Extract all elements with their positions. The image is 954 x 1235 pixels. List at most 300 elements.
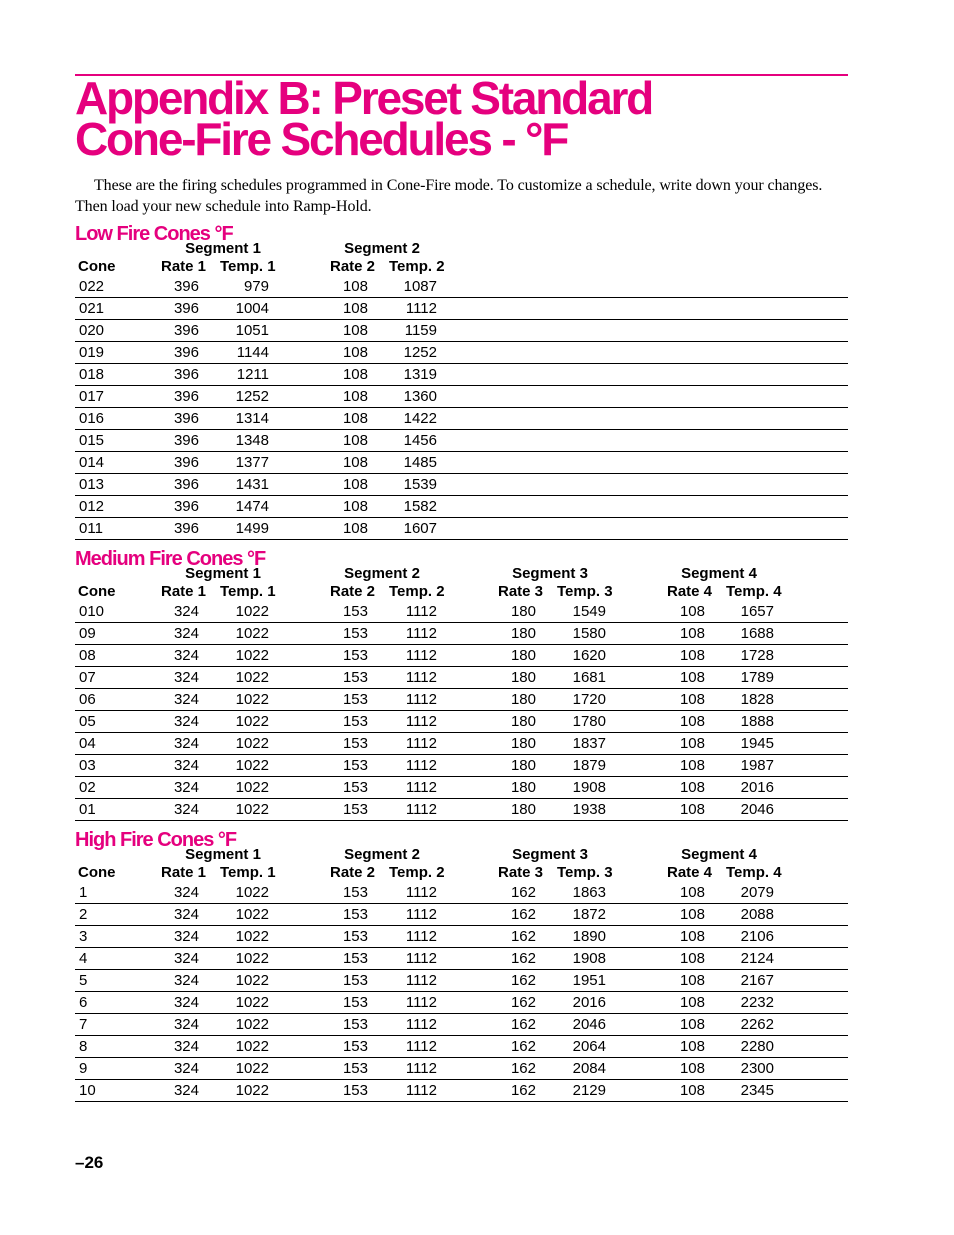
rate2-cell: 153	[342, 972, 368, 989]
rate2-cell: 108	[342, 454, 368, 471]
temp1-cell: 1004	[235, 300, 269, 317]
rate2-cell: 108	[342, 388, 368, 405]
temp2-cell: 1112	[405, 1082, 437, 1099]
cone-cell: 020	[79, 322, 105, 339]
temp1-cell: 1022	[235, 906, 269, 923]
table-row	[75, 276, 848, 298]
segment-4-header: Segment 4	[681, 565, 757, 582]
page-title	[75, 72, 653, 165]
temp1-cell: 1022	[235, 779, 269, 796]
rate1-cell: 396	[173, 322, 199, 339]
page-number: –26	[75, 1153, 104, 1172]
rate1-cell: 396	[173, 278, 199, 295]
temp2-cell: 1112	[405, 801, 437, 818]
cone-cell: 04	[79, 735, 96, 752]
rate2-cell: 108	[342, 278, 368, 295]
rate2-cell: 108	[342, 322, 368, 339]
table-row	[75, 601, 848, 623]
temp3-cell: 1549	[572, 603, 606, 620]
temp2-cell: 1112	[405, 972, 437, 989]
rate2-cell: 153	[342, 603, 368, 620]
temp3-cell: 1938	[572, 801, 606, 818]
temp1-cell: 1314	[235, 410, 269, 427]
temp1-cell: 1022	[235, 801, 269, 818]
cone-cell: 019	[79, 344, 105, 361]
rate1-cell: 396	[173, 498, 199, 515]
rate4-cell: 108	[679, 884, 705, 901]
temp2-cell: 1112	[405, 735, 437, 752]
temp1-cell: 1022	[235, 994, 269, 1011]
rate1-cell: 396	[173, 432, 199, 449]
temp4-cell: 2232	[740, 994, 774, 1011]
rate4-header: Rate 4	[667, 583, 713, 600]
temp3-cell: 1951	[572, 972, 606, 989]
medium-fire-rows	[75, 601, 848, 821]
temp3-cell: 1872	[572, 906, 606, 923]
rate2-cell: 153	[342, 735, 368, 752]
rate2-cell: 153	[342, 928, 368, 945]
cone-cell: 012	[79, 498, 105, 515]
temp2-cell: 1607	[403, 520, 437, 537]
rate1-cell: 324	[173, 950, 199, 967]
table-row	[75, 386, 848, 408]
rate4-cell: 108	[679, 647, 705, 664]
table-row	[75, 1080, 848, 1102]
cone-cell: 10	[79, 1082, 96, 1099]
table-row	[75, 882, 848, 904]
temp4-cell: 1657	[740, 603, 774, 620]
cone-cell: 016	[79, 410, 105, 427]
rate3-cell: 180	[510, 625, 536, 642]
rate1-header: Rate 1	[161, 258, 207, 275]
cone-cell: 018	[79, 366, 105, 383]
rate2-cell: 153	[342, 950, 368, 967]
temp3-cell: 1620	[572, 647, 606, 664]
cone-cell: 06	[79, 691, 96, 708]
rate1-cell: 324	[173, 1038, 199, 1055]
temp4-header: Temp. 4	[726, 583, 782, 600]
cone-cell: 015	[79, 432, 105, 449]
rate1-cell: 324	[173, 928, 199, 945]
cone-cell: 9	[79, 1060, 88, 1077]
rate2-cell: 153	[342, 906, 368, 923]
rate1-cell: 396	[173, 300, 199, 317]
table-row	[75, 948, 848, 970]
table-row	[75, 518, 848, 540]
segment-3-header: Segment 3	[512, 565, 588, 582]
temp2-cell: 1159	[404, 322, 437, 339]
temp2-cell: 1087	[403, 278, 437, 295]
cone-header: Cone	[78, 864, 116, 881]
temp4-cell: 1945	[740, 735, 774, 752]
cone-cell: 021	[79, 300, 105, 317]
rate3-cell: 162	[510, 906, 536, 923]
temp2-cell: 1112	[405, 928, 437, 945]
temp2-header: Temp. 2	[389, 864, 445, 881]
temp4-cell: 2046	[740, 801, 774, 818]
table-row	[75, 777, 848, 799]
temp3-header: Temp. 3	[557, 864, 613, 881]
temp3-cell: 1580	[572, 625, 606, 642]
segment-2-header: Segment 2	[344, 565, 420, 582]
temp3-cell: 2129	[572, 1082, 606, 1099]
rate4-cell: 108	[679, 928, 705, 945]
table-row	[75, 904, 848, 926]
temp3-cell: 1890	[572, 928, 606, 945]
table-row	[75, 1036, 848, 1058]
temp1-cell: 979	[243, 278, 269, 295]
cone-cell: 8	[79, 1038, 88, 1055]
rate1-cell: 324	[173, 603, 199, 620]
temp1-cell: 1474	[235, 498, 269, 515]
table-row	[75, 408, 848, 430]
temp1-cell: 1499	[235, 520, 269, 537]
cone-cell: 3	[79, 928, 88, 945]
rate3-cell: 180	[510, 669, 536, 686]
rate2-cell: 108	[342, 366, 368, 383]
table-row	[75, 452, 848, 474]
rate3-cell: 162	[510, 928, 536, 945]
temp1-cell: 1022	[235, 884, 269, 901]
temp1-header: Temp. 1	[220, 258, 276, 275]
segment-1-header: Segment 1	[185, 240, 261, 257]
temp4-cell: 2345	[740, 1082, 774, 1099]
high-fire-rows	[75, 882, 848, 1102]
cone-cell: 6	[79, 994, 88, 1011]
temp1-cell: 1144	[236, 344, 269, 361]
temp1-cell: 1022	[235, 1060, 269, 1077]
temp4-cell: 1789	[740, 669, 774, 686]
temp2-cell: 1112	[405, 713, 437, 730]
temp3-cell: 1681	[572, 669, 606, 686]
temp3-cell: 1908	[572, 779, 606, 796]
cone-cell: 5	[79, 972, 88, 989]
table-row	[75, 667, 848, 689]
rate2-cell: 153	[342, 647, 368, 664]
temp4-cell: 2016	[740, 779, 774, 796]
temp2-cell: 1112	[405, 647, 437, 664]
table-row	[75, 430, 848, 452]
temp2-cell: 1422	[403, 410, 437, 427]
cone-cell: 013	[79, 476, 105, 493]
table-row	[75, 474, 848, 496]
cone-cell: 01	[79, 801, 96, 818]
rate1-cell: 396	[173, 476, 199, 493]
temp4-cell: 1987	[740, 757, 774, 774]
cone-header: Cone	[78, 583, 116, 600]
temp3-cell: 2016	[572, 994, 606, 1011]
temp3-cell: 1863	[572, 884, 606, 901]
temp4-cell: 1828	[740, 691, 774, 708]
rate3-cell: 180	[510, 691, 536, 708]
temp3-cell: 1780	[572, 713, 606, 730]
temp2-cell: 1360	[403, 388, 437, 405]
table-row	[75, 623, 848, 645]
rate1-cell: 324	[173, 735, 199, 752]
rate1-header: Rate 1	[161, 583, 207, 600]
rate1-cell: 324	[173, 994, 199, 1011]
rate3-cell: 162	[510, 994, 536, 1011]
rate2-cell: 153	[342, 713, 368, 730]
page-title-line1: Appendix B: Preset Standard	[75, 72, 653, 124]
rate3-cell: 162	[510, 972, 536, 989]
temp4-cell: 2124	[740, 950, 774, 967]
segment-1-header: Segment 1	[185, 846, 261, 863]
rate1-cell: 396	[173, 388, 199, 405]
cone-header: Cone	[78, 258, 116, 275]
rate2-cell: 153	[342, 1038, 368, 1055]
rate4-cell: 108	[679, 906, 705, 923]
rate4-cell: 108	[679, 669, 705, 686]
table-row	[75, 992, 848, 1014]
table-row	[75, 1058, 848, 1080]
table-row	[75, 970, 848, 992]
rate2-header: Rate 2	[330, 258, 376, 275]
segment-2-header: Segment 2	[344, 846, 420, 863]
table-row	[75, 689, 848, 711]
table-row	[75, 755, 848, 777]
temp1-header: Temp. 1	[220, 583, 276, 600]
temp3-cell: 2064	[572, 1038, 606, 1055]
temp1-cell: 1022	[235, 669, 269, 686]
temp2-cell: 1112	[405, 691, 437, 708]
rate4-cell: 108	[679, 603, 705, 620]
temp4-cell: 2088	[740, 906, 774, 923]
rate4-cell: 108	[679, 779, 705, 796]
temp2-cell: 1456	[403, 432, 437, 449]
temp1-cell: 1211	[236, 366, 269, 383]
column-header-row	[75, 583, 848, 601]
rate1-cell: 396	[173, 410, 199, 427]
rate4-cell: 108	[679, 994, 705, 1011]
rate4-cell: 108	[679, 1060, 705, 1077]
cone-cell: 05	[79, 713, 96, 730]
rate3-cell: 180	[510, 757, 536, 774]
temp1-cell: 1022	[235, 1038, 269, 1055]
rate2-cell: 153	[342, 1082, 368, 1099]
section-title: High Fire Cones °F	[75, 829, 237, 851]
rate1-cell: 396	[173, 366, 199, 383]
rate1-cell: 324	[173, 972, 199, 989]
rate3-cell: 180	[510, 603, 536, 620]
rate2-cell: 108	[342, 498, 368, 515]
rate1-header: Rate 1	[161, 864, 207, 881]
temp3-cell: 1720	[572, 691, 606, 708]
temp1-cell: 1348	[235, 432, 269, 449]
temp1-cell: 1022	[235, 735, 269, 752]
cone-cell: 017	[79, 388, 105, 405]
temp2-cell: 1112	[405, 669, 437, 686]
rate4-cell: 108	[679, 691, 705, 708]
table-row	[75, 711, 848, 733]
temp1-cell: 1022	[235, 928, 269, 945]
rate1-cell: 324	[173, 669, 199, 686]
segment-2-header: Segment 2	[344, 240, 420, 257]
rate2-cell: 108	[342, 300, 368, 317]
temp2-cell: 1112	[405, 603, 437, 620]
rate2-cell: 153	[342, 884, 368, 901]
temp1-cell: 1022	[235, 603, 269, 620]
rate2-header: Rate 2	[330, 583, 376, 600]
cone-cell: 2	[79, 906, 88, 923]
cone-cell: 07	[79, 669, 96, 686]
rate1-cell: 324	[173, 906, 199, 923]
intro-paragraph: These are the firing schedules programmed in Cone-Fire mode. To customize a schedule, write down your changes. Then load your new schedule into Ramp-Hold.	[75, 177, 823, 215]
temp3-cell: 2084	[572, 1060, 606, 1077]
cone-cell: 011	[79, 520, 103, 537]
rate4-cell: 108	[679, 972, 705, 989]
temp3-cell: 1879	[572, 757, 606, 774]
low-fire-rows	[75, 276, 848, 540]
rate2-cell: 153	[342, 994, 368, 1011]
cone-cell: 014	[79, 454, 105, 471]
cone-cell: 4	[79, 950, 88, 967]
rate4-cell: 108	[679, 713, 705, 730]
rate2-cell: 108	[342, 476, 368, 493]
rate3-cell: 180	[510, 801, 536, 818]
rate1-cell: 324	[173, 625, 199, 642]
rate4-cell: 108	[679, 757, 705, 774]
cone-cell: 1	[79, 884, 88, 901]
temp1-cell: 1022	[235, 757, 269, 774]
rate1-cell: 396	[173, 520, 199, 537]
temp2-cell: 1112	[405, 300, 437, 317]
temp2-cell: 1319	[403, 366, 437, 383]
temp4-cell: 2167	[740, 972, 774, 989]
temp4-cell: 2300	[740, 1060, 774, 1077]
rate3-cell: 180	[510, 735, 536, 752]
temp1-cell: 1022	[235, 1082, 269, 1099]
rate3-cell: 162	[510, 950, 536, 967]
temp4-cell: 1728	[740, 647, 774, 664]
temp1-cell: 1022	[235, 1016, 269, 1033]
rate3-cell: 180	[510, 713, 536, 730]
rate1-cell: 396	[173, 454, 199, 471]
cone-cell: 7	[79, 1016, 88, 1033]
table-row	[75, 496, 848, 518]
rate4-cell: 108	[679, 735, 705, 752]
rate2-cell: 153	[342, 1016, 368, 1033]
rate3-header: Rate 3	[498, 864, 544, 881]
rate3-cell: 162	[510, 1016, 536, 1033]
temp1-cell: 1051	[235, 322, 269, 339]
rate3-cell: 180	[510, 779, 536, 796]
temp2-cell: 1112	[405, 1038, 437, 1055]
temp4-cell: 2280	[740, 1038, 774, 1055]
rate1-cell: 324	[173, 801, 199, 818]
cone-cell: 022	[79, 278, 105, 295]
rate1-cell: 324	[173, 713, 199, 730]
temp2-cell: 1112	[405, 779, 437, 796]
temp2-cell: 1112	[405, 950, 437, 967]
rate4-cell: 108	[679, 1082, 705, 1099]
rate4-header: Rate 4	[667, 864, 713, 881]
temp2-cell: 1112	[405, 625, 437, 642]
temp1-cell: 1022	[235, 647, 269, 664]
temp1-cell: 1377	[235, 454, 269, 471]
rate4-cell: 108	[679, 625, 705, 642]
rate2-cell: 108	[342, 410, 368, 427]
temp2-cell: 1112	[405, 757, 437, 774]
table-row	[75, 342, 848, 364]
cone-cell: 02	[79, 779, 96, 796]
table-row	[75, 645, 848, 667]
temp1-cell: 1022	[235, 972, 269, 989]
rate1-cell: 324	[173, 757, 199, 774]
table-row	[75, 298, 848, 320]
temp2-cell: 1112	[405, 1060, 437, 1077]
rate3-cell: 180	[510, 647, 536, 664]
cone-cell: 03	[79, 757, 96, 774]
temp2-cell: 1112	[405, 884, 437, 901]
rate4-cell: 108	[679, 950, 705, 967]
column-header-row	[75, 864, 848, 882]
temp2-header: Temp. 2	[389, 258, 445, 275]
segment-header-row	[75, 846, 848, 864]
temp2-cell: 1582	[403, 498, 437, 515]
temp4-cell: 2106	[740, 928, 774, 945]
rate2-header: Rate 2	[330, 864, 376, 881]
temp1-cell: 1022	[235, 950, 269, 967]
temp1-header: Temp. 1	[220, 864, 276, 881]
column-header-row	[75, 258, 848, 276]
cone-cell: 010	[79, 603, 105, 620]
rate1-cell: 324	[173, 884, 199, 901]
temp1-cell: 1022	[235, 691, 269, 708]
segment-3-header: Segment 3	[512, 846, 588, 863]
rate3-cell: 162	[510, 1082, 536, 1099]
segment-1-header: Segment 1	[185, 565, 261, 582]
temp2-cell: 1112	[405, 994, 437, 1011]
rate2-cell: 153	[342, 779, 368, 796]
rate1-cell: 324	[173, 779, 199, 796]
rate1-cell: 324	[173, 1060, 199, 1077]
cone-cell: 09	[79, 625, 96, 642]
rate2-cell: 153	[342, 691, 368, 708]
segment-header-row	[75, 240, 848, 258]
temp2-header: Temp. 2	[389, 583, 445, 600]
temp2-cell: 1252	[403, 344, 437, 361]
segment-header-row	[75, 565, 848, 583]
rate2-cell: 108	[342, 344, 368, 361]
rate4-cell: 108	[679, 801, 705, 818]
table-row	[75, 926, 848, 948]
table-row	[75, 799, 848, 821]
rate2-cell: 153	[342, 801, 368, 818]
table-row	[75, 364, 848, 386]
rate2-cell: 108	[342, 432, 368, 449]
temp2-cell: 1112	[405, 906, 437, 923]
temp4-cell: 2079	[740, 884, 774, 901]
section-title: Medium Fire Cones °F	[75, 548, 266, 570]
temp2-cell: 1539	[403, 476, 437, 493]
rate1-cell: 324	[173, 647, 199, 664]
rate1-cell: 324	[173, 1082, 199, 1099]
rate1-cell: 324	[173, 691, 199, 708]
cone-cell: 08	[79, 647, 96, 664]
segment-4-header: Segment 4	[681, 846, 757, 863]
temp4-cell: 1688	[740, 625, 774, 642]
rate3-cell: 162	[510, 884, 536, 901]
table-row	[75, 1014, 848, 1036]
rate1-cell: 324	[173, 1016, 199, 1033]
temp2-cell: 1485	[403, 454, 437, 471]
temp4-cell: 2262	[740, 1016, 774, 1033]
temp3-cell: 2046	[572, 1016, 606, 1033]
temp4-header: Temp. 4	[726, 864, 782, 881]
temp3-cell: 1908	[572, 950, 606, 967]
page-title-line2: Cone-Fire Schedules - °F	[75, 113, 568, 165]
